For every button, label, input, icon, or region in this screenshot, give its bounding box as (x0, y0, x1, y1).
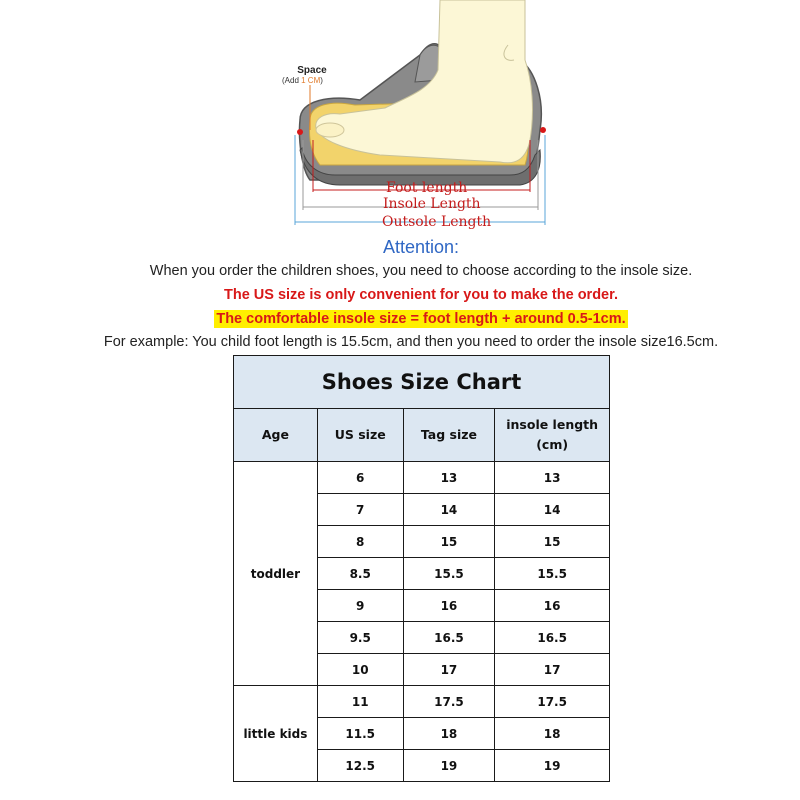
table-row (234, 462, 610, 494)
table-cell: 11 (317, 686, 403, 718)
column-header-tag-size: Tag size (403, 409, 495, 462)
column-header-age: Age (234, 409, 318, 462)
table-cell: 15.5 (495, 558, 610, 590)
outsole-length-label: Outsole Length (382, 214, 492, 230)
table-cell: 19 (403, 750, 495, 782)
table-cell: 15 (495, 526, 610, 558)
table-cell: 18 (495, 718, 610, 750)
space-label: Space (297, 65, 327, 76)
age-group-cell: toddler (234, 462, 318, 686)
highlighted-formula: The comfortable insole size = foot length + around 0.5-1cm. (216, 311, 626, 327)
table-cell: 16.5 (403, 622, 495, 654)
table-cell: 17.5 (403, 686, 495, 718)
attention-heading: Attention: (382, 237, 460, 257)
table-cell: 15.5 (403, 558, 495, 590)
table-cell: 9.5 (317, 622, 403, 654)
table-cell: 12.5 (317, 750, 403, 782)
table-cell: 10 (317, 654, 403, 686)
column-header-us-size: US size (317, 409, 403, 462)
space-sub-label: (Add 1 CM) (282, 76, 323, 85)
age-group-cell: little kids (234, 686, 318, 782)
chart-body (234, 462, 610, 782)
us-size-note: The US size is only convenient for you to make the order. (223, 287, 618, 303)
table-cell: 16.5 (495, 622, 610, 654)
table-cell: 17 (495, 654, 610, 686)
example-line: For example: You child foot length is 15.5cm, and then you need to order the insole size16.5cm. (103, 334, 719, 350)
table-cell: 8 (317, 526, 403, 558)
insole-formula-note (0, 310, 800, 328)
insole-length-label: Insole Length (383, 196, 481, 212)
table-cell: 16 (403, 590, 495, 622)
shoes-size-chart-table (233, 355, 610, 782)
table-cell: 7 (317, 494, 403, 526)
table-cell: 11.5 (317, 718, 403, 750)
foot-length-label: Foot length (386, 180, 468, 196)
table-cell: 17.5 (495, 686, 610, 718)
table-cell: 14 (495, 494, 610, 526)
chart-title: Shoes Size Chart (234, 356, 610, 409)
table-cell: 13 (495, 462, 610, 494)
column-header-insole-length: insole length (cm) (495, 409, 610, 462)
table-cell: 14 (403, 494, 495, 526)
table-cell: 13 (403, 462, 495, 494)
table-cell: 9 (317, 590, 403, 622)
table-row (234, 686, 610, 718)
table-cell: 17 (403, 654, 495, 686)
instruction-line: When you order the children shoes, you need to choose according to the insole size. (149, 263, 693, 279)
table-cell: 6 (317, 462, 403, 494)
table-cell: 19 (495, 750, 610, 782)
table-cell: 15 (403, 526, 495, 558)
table-cell: 8.5 (317, 558, 403, 590)
table-cell: 16 (495, 590, 610, 622)
table-cell: 18 (403, 718, 495, 750)
